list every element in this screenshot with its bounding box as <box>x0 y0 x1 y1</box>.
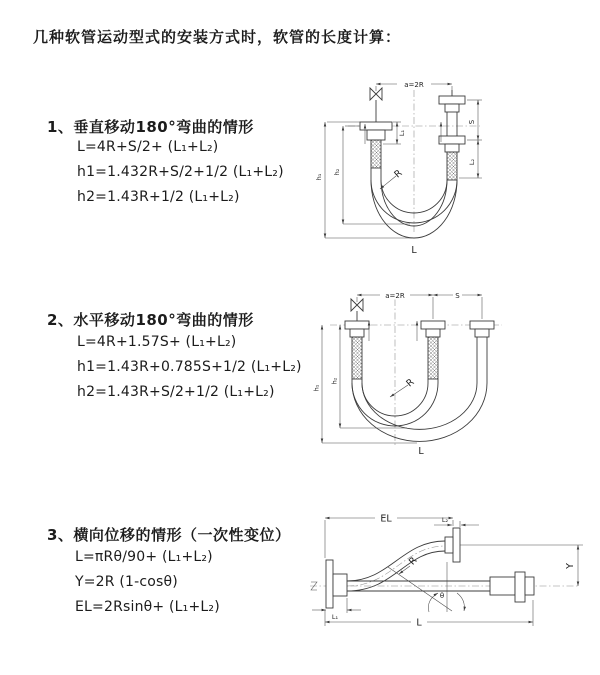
dim-s <box>433 291 482 319</box>
left-pipe <box>345 299 369 379</box>
dim-label-l2: L₂ <box>441 516 449 524</box>
formula: h2=1.43R+S/2+1/2 (L₁+L₂) <box>77 384 275 400</box>
dim-label-h2: h₂ <box>330 377 339 385</box>
section-3-heading: 3、横向位移的情形（一次性变位） <box>47 526 291 544</box>
braided-section <box>352 337 362 379</box>
dim-label-r: R <box>407 555 420 568</box>
diagram-vertical-180-bend <box>310 72 545 262</box>
angle-theta <box>428 592 464 612</box>
dim-s <box>467 100 482 140</box>
formula: L=4R+1.57S+ (L₁+L₂) <box>77 334 237 350</box>
dim-label-h1: h₁ <box>312 384 321 392</box>
left-flange <box>326 560 347 608</box>
right-pipe <box>470 321 494 383</box>
section-2-heading: 2、水平移动180°弯曲的情形 <box>47 311 254 329</box>
dim-label-l2: L₂ <box>468 158 476 166</box>
s-curve-hose <box>347 541 445 591</box>
braided-section <box>371 140 381 168</box>
dim-l2 <box>434 516 479 527</box>
centerlines <box>348 90 480 234</box>
dim-h1 <box>315 122 412 238</box>
braided-section <box>428 337 438 379</box>
formula: h1=1.432R+S/2+1/2 (L₁+L₂) <box>77 164 284 180</box>
dim-label-r: R <box>404 376 417 390</box>
formula: EL=2Rsinθ+ (L₁+L₂) <box>75 599 220 615</box>
diagram-lateral-displacement <box>302 500 597 650</box>
dim-label-a2r: a=2R <box>404 80 424 89</box>
dim-label-l: L <box>411 245 417 256</box>
radius-leader <box>380 167 405 189</box>
dim-label-h2: h₂ <box>333 168 341 176</box>
dim-label-l: L <box>418 446 424 457</box>
dim-l2 <box>459 140 482 178</box>
dim-label-y: Y <box>565 563 576 569</box>
right-flange-original <box>490 572 534 602</box>
displaced-flange <box>445 528 460 562</box>
dim-label-l1: L₁ <box>398 129 406 137</box>
construction-lines <box>388 562 452 612</box>
radius-leader <box>390 376 417 397</box>
page-title: 几种软管运动型式的安装方式时，软管的长度计算： <box>33 28 402 46</box>
movement-arrows <box>369 321 417 341</box>
formula: h2=1.43R+1/2 (L₁+L₂) <box>77 189 240 205</box>
radius-leader <box>399 555 420 574</box>
middle-pipe <box>421 321 445 379</box>
diagram-horizontal-180-bend <box>312 283 597 458</box>
dim-label-l1: L₁ <box>331 613 339 621</box>
dim-label-s: S <box>455 291 460 300</box>
dim-el <box>325 513 453 558</box>
formula: h1=1.43R+0.785S+1/2 (L₁+L₂) <box>77 359 302 375</box>
dim-label-l: L <box>416 617 422 629</box>
section-1-heading: 1、垂直移动180°弯曲的情形 <box>47 118 254 136</box>
formula: L=4R+S/2+ (L₁+L₂) <box>77 139 219 155</box>
dim-l1 <box>312 598 361 621</box>
dim-label-theta: θ <box>439 592 445 600</box>
dim-label-el: EL <box>380 513 392 525</box>
formula: Y=2R (1-cosθ) <box>75 574 178 590</box>
hose-u-bends <box>352 379 487 441</box>
dim-label-a2r: a=2R <box>385 291 405 300</box>
braided-section <box>447 152 457 180</box>
dim-label-r: R <box>392 167 405 181</box>
dim-label-s: S <box>468 119 476 125</box>
right-pipe <box>439 90 465 180</box>
dim-label-h1: h₁ <box>315 173 323 181</box>
formula: L=πRθ/90+ (L₁+L₂) <box>75 549 213 565</box>
